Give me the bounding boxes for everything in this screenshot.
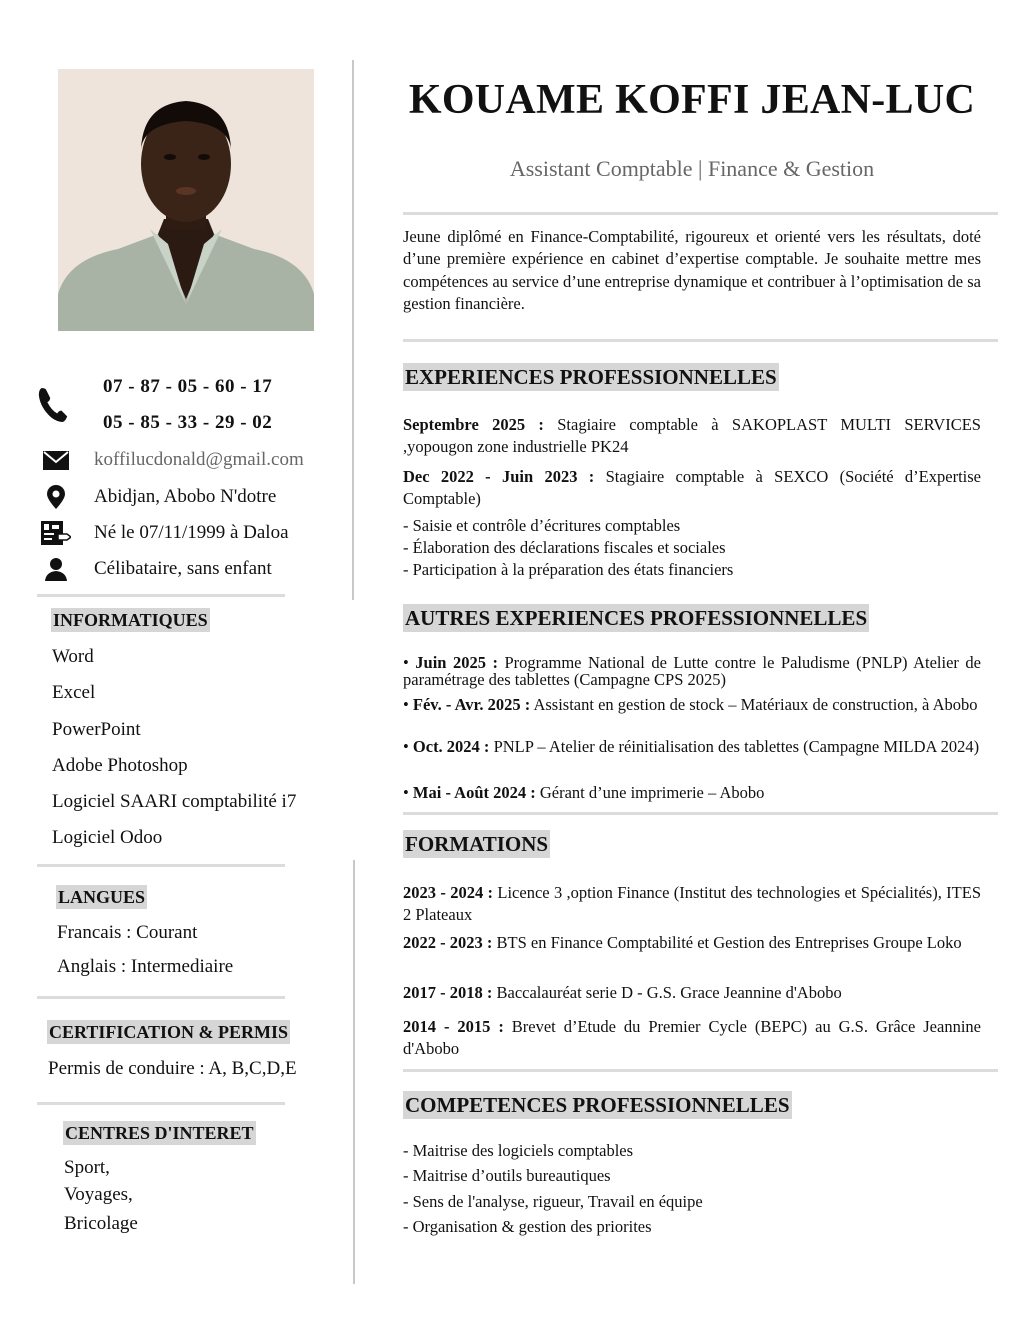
candidate-name: KOUAME KOFFI JEAN-LUC bbox=[408, 77, 976, 123]
skill-item: Word bbox=[52, 646, 94, 667]
formation-date: 2017 - 2018 : bbox=[403, 983, 493, 1002]
formation-text: Baccalauréat serie D - G.S. Grace Jeannine d'Abobo bbox=[492, 983, 842, 1002]
interest-item: Sport, bbox=[64, 1157, 110, 1178]
experience-entry bbox=[403, 414, 981, 457]
other-experience-date: Juin 2025 : bbox=[408, 653, 498, 672]
experience-task: - Élaboration des déclarations fiscales et sociales bbox=[403, 538, 726, 557]
other-experience-date: Oct. 2024 : bbox=[408, 737, 490, 756]
address-text: Abidjan, Abobo N'dotre bbox=[94, 486, 277, 507]
other-experience-date: Mai - Août 2024 : bbox=[408, 783, 536, 802]
divider bbox=[403, 812, 998, 815]
birth-info-text: Né le 07/11/1999 à Daloa bbox=[94, 522, 289, 543]
formation-date: 2023 - 2024 : bbox=[403, 883, 494, 902]
bullet: • bbox=[403, 653, 409, 672]
language-item: Francais : Courant bbox=[57, 922, 198, 943]
phone-number-2[interactable]: 05 - 85 - 33 - 29 - 02 bbox=[103, 412, 273, 433]
experience-text: Stagiaire comptable à SAKOPLAST MULTI SERVICES ,yopougon zone industrielle PK24 bbox=[403, 415, 981, 456]
competence-item: - Organisation & gestion des priorites bbox=[403, 1217, 652, 1236]
job-title: Assistant Comptable | Finance & Gestion bbox=[509, 156, 875, 181]
experience-text: Stagiaire comptable à SEXCO (Société d’Expertise Comptable) bbox=[403, 467, 981, 508]
other-experience-text: Gérant d’une imprimerie – Abobo bbox=[535, 783, 765, 802]
formation-entry bbox=[403, 932, 981, 954]
informatiques-heading: INFORMATIQUES bbox=[53, 610, 208, 630]
contact-email-row bbox=[38, 448, 304, 472]
interest-item: Bricolage bbox=[64, 1213, 138, 1234]
divider bbox=[37, 594, 285, 597]
language-item: Anglais : Intermediaire bbox=[57, 956, 234, 977]
profile-summary: Jeune diplômé en Finance-Comptabilité, rigoureux et orienté vers les résultats, doté d’une première expérience en cabinet d’expertise comptable. Je souhaite mettre mes compétences au service d’une entreprise dynamique et contribuer à l’optimisation de sa gestion financière. bbox=[403, 227, 981, 313]
formation-date: 2022 - 2023 : bbox=[403, 933, 493, 952]
column-divider-bottom bbox=[353, 860, 355, 1284]
other-experience-text: Programme National de Lutte contre le Paludisme (PNLP) Atelier de paramétrage des tablettes (Campagne CPS 2025) bbox=[403, 653, 981, 689]
other-experience-text: Assistant en gestion de stock – Matériaux de construction, à Abobo bbox=[530, 695, 978, 714]
bullet: • bbox=[403, 783, 409, 802]
contact-status-row bbox=[38, 557, 272, 581]
formation-date: 2014 - 2015 : bbox=[403, 1017, 504, 1036]
formation-entry bbox=[403, 1016, 981, 1059]
column-divider-top bbox=[352, 60, 354, 600]
map-pin-icon bbox=[38, 485, 74, 509]
contact-birth-row bbox=[38, 521, 289, 545]
competences-heading: COMPETENCES PROFESSIONNELLES bbox=[405, 1093, 790, 1117]
contact-address-row bbox=[38, 485, 276, 509]
envelope-icon bbox=[38, 448, 74, 472]
competence-item: - Maitrise d’outils bureautiques bbox=[403, 1166, 611, 1185]
formation-entry bbox=[403, 982, 981, 1004]
competence-item: - Maitrise des logiciels comptables bbox=[403, 1141, 634, 1160]
divider bbox=[37, 864, 285, 867]
other-experience-entry bbox=[403, 654, 981, 688]
interest-item: Voyages, bbox=[64, 1184, 133, 1205]
portrait-illustration bbox=[58, 69, 314, 331]
divider bbox=[403, 1069, 998, 1072]
skill-item: Adobe Photoshop bbox=[52, 755, 188, 776]
divider bbox=[403, 339, 998, 342]
other-experience-text: PNLP – Atelier de réinitialisation des tablettes (Campagne MILDA 2024) bbox=[489, 737, 980, 756]
divider bbox=[37, 996, 285, 999]
skill-item: Excel bbox=[52, 682, 96, 703]
email-link[interactable]: koffilucdonald@gmail.com bbox=[94, 449, 304, 470]
person-icon bbox=[38, 557, 74, 581]
formation-text: Licence 3 ,option Finance (Institut des technologies et Spécialités), ITES 2 Plateaux bbox=[403, 883, 981, 924]
interets-heading: CENTRES D'INTERET bbox=[65, 1123, 254, 1143]
skill-item: PowerPoint bbox=[52, 719, 141, 740]
certification-heading: CERTIFICATION & PERMIS bbox=[49, 1022, 289, 1042]
bullet: • bbox=[403, 737, 409, 756]
skill-item: Logiciel Odoo bbox=[52, 827, 163, 848]
experience-task: - Participation à la préparation des états financiers bbox=[403, 560, 734, 579]
divider bbox=[37, 1102, 285, 1105]
phone-number-1[interactable]: 07 - 87 - 05 - 60 - 17 bbox=[103, 376, 273, 397]
bullet: • bbox=[403, 695, 409, 714]
experience-date: Septembre 2025 : bbox=[403, 415, 544, 434]
experiences-heading: EXPERIENCES PROFESSIONNELLES bbox=[405, 365, 777, 389]
competence-item: - Sens de l'analyse, rigueur, Travail en équipe bbox=[403, 1192, 703, 1211]
experience-date: Dec 2022 - Juin 2023 : bbox=[403, 467, 595, 486]
langues-heading: LANGUES bbox=[58, 887, 146, 907]
formation-text: Brevet d’Etude du Premier Cycle (BEPC) au G.S. Grâce Jeannine d'Abobo bbox=[403, 1017, 981, 1058]
formation-entry bbox=[403, 882, 981, 925]
other-experience-date: Fév. - Avr. 2025 : bbox=[408, 695, 531, 714]
phone-icon bbox=[36, 385, 70, 425]
autres-experiences-heading: AUTRES EXPERIENCES PROFESSIONNELLES bbox=[405, 606, 868, 630]
other-experience-entry bbox=[403, 784, 981, 801]
formations-heading: FORMATIONS bbox=[405, 832, 549, 856]
id-card-icon bbox=[38, 521, 74, 545]
other-experience-entry bbox=[403, 738, 981, 755]
experience-entry bbox=[403, 466, 981, 509]
skill-item: Logiciel SAARI comptabilité i7 bbox=[52, 791, 297, 812]
certification-item: Permis de conduire : A, B,C,D,E bbox=[48, 1058, 297, 1079]
divider bbox=[403, 212, 998, 215]
other-experience-entry bbox=[403, 696, 981, 713]
experience-task: - Saisie et contrôle d’écritures comptables bbox=[403, 516, 681, 535]
formation-text: BTS en Finance Comptabilité et Gestion des Entreprises Groupe Loko bbox=[492, 933, 962, 952]
profile-photo bbox=[58, 69, 314, 331]
marital-status-text: Célibataire, sans enfant bbox=[94, 558, 272, 579]
